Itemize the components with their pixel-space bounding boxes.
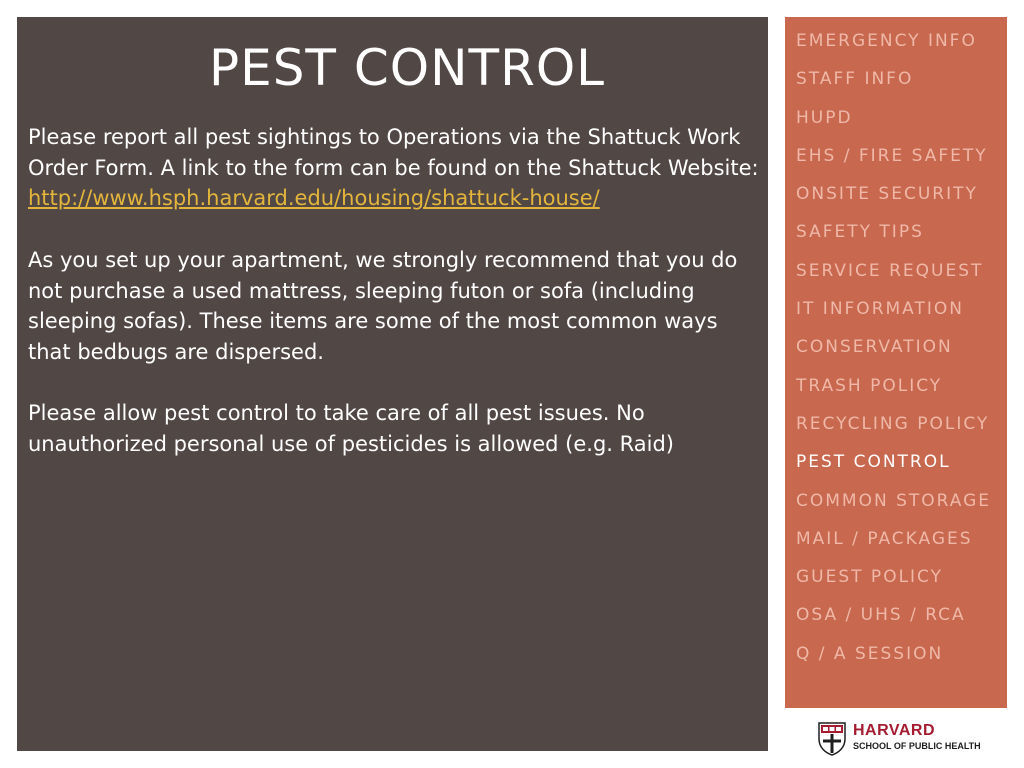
content-body [28,122,763,490]
nav-item-ehs-fire-safety[interactable]: EHS / FIRE SAFETY [796,145,988,166]
nav-item-service-request[interactable]: SERVICE REQUEST [796,260,984,281]
nav-item-it-information[interactable]: IT INFORMATION [796,299,964,320]
nav-item-pest-control[interactable]: PEST CONTROL [796,452,951,473]
sidebar-nav [796,31,991,682]
sidebar [785,17,1007,708]
main-panel [17,17,768,751]
nav-item-trash-policy[interactable]: TRASH POLICY [796,375,943,396]
logo-subtitle: SCHOOL OF PUBLIC HEALTH [853,741,981,751]
paragraph-mattress: As you set up your apartment, we strongly recommend that you do not purchase a used mattress, sleeping futon or sofa (including sleeping sofas). These items are some of the most common ways that bedbugs are dispersed. [28,247,738,364]
nav-item-conservation[interactable]: CONSERVATION [796,337,953,358]
page-title: PEST CONTROL [208,39,606,97]
nav-item-hupd[interactable]: HUPD [796,107,853,128]
logo-title: HARVARD [853,722,936,739]
nav-item-guest-policy[interactable]: GUEST POLICY [796,567,944,588]
nav-item-osa-uhs-rca[interactable]: OSA / UHS / RCA [796,605,966,626]
harvard-logo [818,720,998,760]
nav-item-qa-session[interactable]: Q / A SESSION [796,643,944,664]
paragraph-report [28,122,763,214]
paragraph-report-text: Please report all pest sightings to Operations via the Shattuck Work Order Form. A link to the form can be found on the Shattuck Website: [28,125,759,180]
nav-item-staff-info[interactable]: STAFF INFO [796,69,914,90]
nav-item-emergency-info[interactable]: EMERGENCY INFO [796,31,977,51]
nav-item-safety-tips[interactable]: SAFETY TIPS [796,222,924,243]
paragraph-pesticides: Please allow pest control to take care of all pest issues. No unauthorized personal use of pesticides is allowed (e.g. Raid) [28,401,674,456]
harvard-shield-icon [818,722,846,756]
nav-item-recycling-policy[interactable]: RECYCLING POLICY [796,413,990,434]
nav-item-mail-packages[interactable]: MAIL / PACKAGES [796,528,973,549]
nav-item-common-storage[interactable]: COMMON STORAGE [796,490,992,511]
nav-item-onsite-security[interactable]: ONSITE SECURITY [796,184,978,205]
shattuck-website-link[interactable]: http://www.hsph.harvard.edu/housing/shattuck-house/ [28,186,600,211]
